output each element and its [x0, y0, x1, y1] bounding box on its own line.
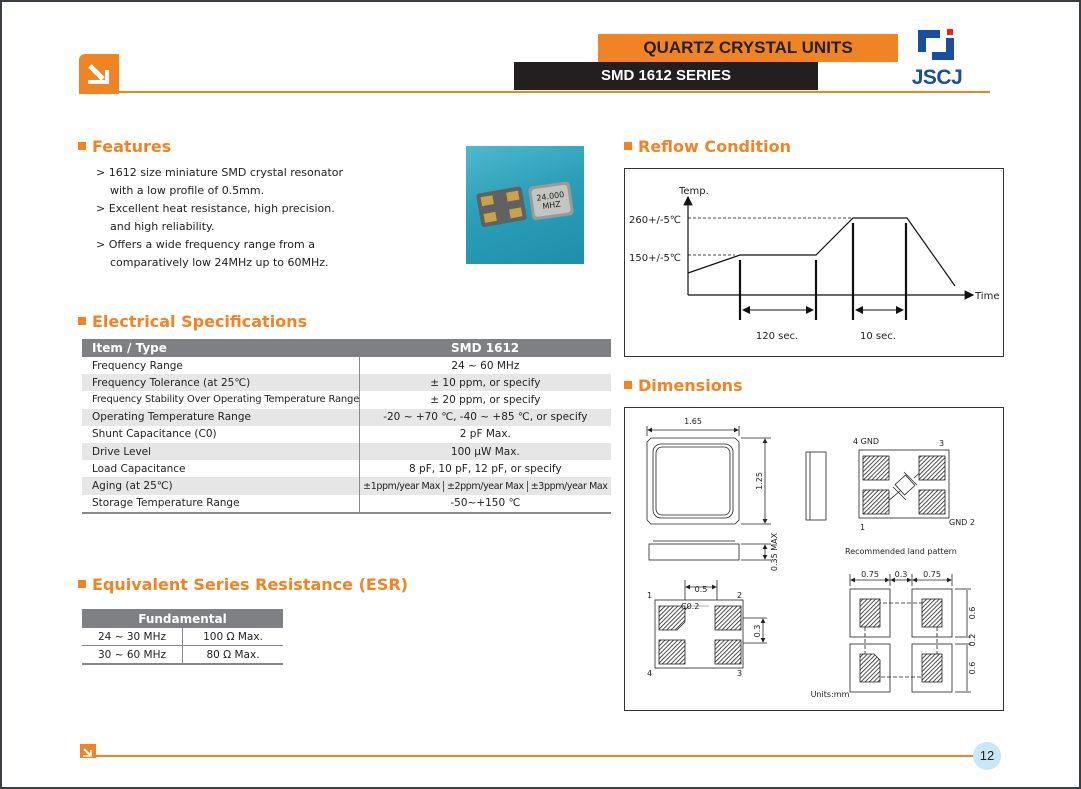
features-heading: Features: [78, 137, 171, 156]
feature-item: > 1612 size miniature SMD crystal resonator with a low profile of 0.5mm.: [96, 166, 344, 197]
table-row: [82, 409, 611, 426]
photo-label-freq: 24.000: [535, 190, 565, 203]
time-axis-label: Time: [975, 291, 1000, 302]
spec-label: Drive Level: [82, 443, 360, 460]
land-vgap-label: 0.2: [968, 633, 977, 647]
spec-value: 100 μW Max.: [360, 443, 611, 460]
table-header-row: [82, 339, 611, 357]
spec-value: ± 10 ppm, or specify: [360, 374, 611, 391]
spec-label: Shunt Capacitance (C0): [82, 426, 360, 443]
height-label: 0.35 MAX: [770, 532, 779, 572]
feature-item: > Excellent heat resistance, high precision. and high reliability.: [96, 202, 335, 233]
chamfer-label: C0.2: [681, 602, 700, 611]
contact-pad: [919, 456, 945, 480]
spec-value: 8 pF, 10 pF, 12 pF, or specify: [409, 462, 562, 475]
esr-value: 100 Ω Max.: [183, 628, 284, 646]
pad-pin-1-label: 1: [647, 591, 653, 600]
pad-height-label: 0.3: [753, 624, 762, 638]
table-row: [82, 646, 283, 665]
land-height-2-label: 0.6: [968, 661, 977, 675]
spec-label: Storage Temperature Range: [82, 495, 360, 513]
land-pattern-hatch: [922, 599, 942, 627]
land-height-1-label: 0.6: [968, 606, 977, 620]
spec-value: -50~+150 ℃: [360, 495, 611, 513]
spec-label: Operating Temperature Range: [82, 409, 360, 426]
package-top-view: [647, 438, 739, 524]
pin-4-label: 4 GND: [853, 437, 879, 446]
reflow-diagram: [624, 168, 1004, 357]
reflow-profile-line: [688, 218, 955, 286]
photo-label-unit: MHZ: [541, 199, 562, 212]
land-pattern-hatch: [922, 654, 942, 682]
contact-pad: [715, 640, 741, 664]
pad-width-label: 0.5: [694, 585, 708, 594]
package-side-view: [649, 544, 739, 560]
land-pattern-title: Recommended land pattern: [845, 547, 957, 556]
table-row: [82, 391, 611, 408]
esr-value: 80 Ω Max.: [183, 646, 284, 665]
spec-label: Frequency Stability Over Operating Temperature Range: [82, 391, 360, 408]
interval-1-label: 120 sec.: [755, 331, 799, 342]
features-list: [96, 164, 346, 272]
aging-value: ±3ppm/year Max: [527, 481, 611, 492]
land-width-1-label: 0.75: [861, 570, 879, 579]
table-row: [82, 374, 611, 391]
document-title: QUARTZ CRYSTAL UNITS: [598, 34, 898, 62]
level-high-label: 260+/-5℃: [629, 215, 682, 226]
series-title: SMD 1612 SERIES: [514, 62, 818, 90]
arrow-down-right-icon: [79, 54, 119, 94]
table-row: [82, 460, 611, 477]
spec-label: Load Capacitance: [82, 460, 360, 477]
datasheet-page: [2, 2, 1079, 787]
spec-label: Frequency Tolerance (at 25℃): [82, 374, 360, 391]
contact-pad: [715, 606, 741, 630]
land-gap-label: 0.3: [894, 570, 908, 579]
logo-text: JSCJ: [911, 66, 963, 89]
land-pattern-hatch: [860, 599, 880, 627]
spec-label: Aging (at 25℃): [82, 477, 360, 494]
esr-range: 24 ~ 30 MHz: [82, 628, 183, 646]
table-row: [82, 477, 611, 494]
electrical-heading: Electrical Specifications: [78, 312, 307, 331]
pin-2-label: GND 2: [949, 518, 975, 527]
esr-heading: Equivalent Series Resistance (ESR): [78, 575, 408, 594]
contact-pad: [863, 490, 889, 514]
column-header-fundamental: Fundamental: [82, 609, 283, 628]
page-number: 12: [973, 742, 1001, 770]
column-header-item: Item / Type: [82, 339, 360, 357]
interval-2-label: 10 sec.: [860, 331, 896, 342]
table-row: [82, 443, 611, 460]
spec-value: 24 ~ 60 MHz: [451, 359, 520, 372]
spec-value: ± 20 ppm, or specify: [430, 393, 541, 406]
spec-value: -20 ~ +70 ℃, -40 ~ +85 ℃, or specify: [360, 409, 611, 426]
dimensions-heading: Dimensions: [624, 376, 743, 395]
spec-label: Frequency Range: [82, 357, 360, 374]
contact-pad: [863, 456, 889, 480]
esr-range: 30 ~ 60 MHz: [82, 646, 183, 665]
pad-pin-3-label: 3: [737, 669, 743, 678]
table-row: [82, 357, 611, 374]
contact-pad: [659, 640, 685, 664]
table-row: [82, 628, 283, 646]
land-pattern-hatch: [860, 654, 880, 682]
pin-3-label: 3: [939, 439, 945, 448]
reflow-heading: Reflow Condition: [624, 137, 791, 156]
length-label: 1.65: [684, 417, 702, 426]
aging-value: ±2ppm/year Max: [443, 481, 527, 492]
table-row: [82, 495, 611, 513]
header-divider: [119, 91, 990, 93]
spec-value: 2 pF Max.: [459, 428, 511, 441]
level-low-label: 150+/-5℃: [629, 253, 682, 264]
pad-pin-2-label: 2: [737, 591, 743, 600]
temp-axis-label: Temp.: [679, 186, 709, 197]
table-header-row: [82, 609, 283, 628]
aging-value: ±1ppm/year Max: [363, 480, 440, 492]
footer-arrow-icon: [80, 744, 96, 758]
dimensions-drawing: [624, 407, 1004, 711]
pin-1-label: 1: [860, 523, 866, 532]
width-label: 1.25: [755, 472, 764, 490]
feature-item: > Offers a wide frequency range from a comparatively low 24MHz up to 60MHz.: [96, 238, 329, 269]
pad-pin-4-label: 4: [647, 669, 653, 678]
table-row: [82, 426, 611, 443]
land-width-2-label: 0.75: [923, 570, 941, 579]
aging-values: [360, 477, 611, 494]
esr-table: [82, 609, 283, 665]
units-label: Units:mm: [810, 690, 850, 699]
product-photo: [466, 146, 584, 264]
package-end-view: [806, 452, 826, 520]
electrical-spec-table: [82, 339, 611, 514]
column-header-type: SMD 1612: [360, 339, 611, 357]
footer-divider: [96, 755, 974, 757]
contact-pad: [919, 490, 945, 514]
